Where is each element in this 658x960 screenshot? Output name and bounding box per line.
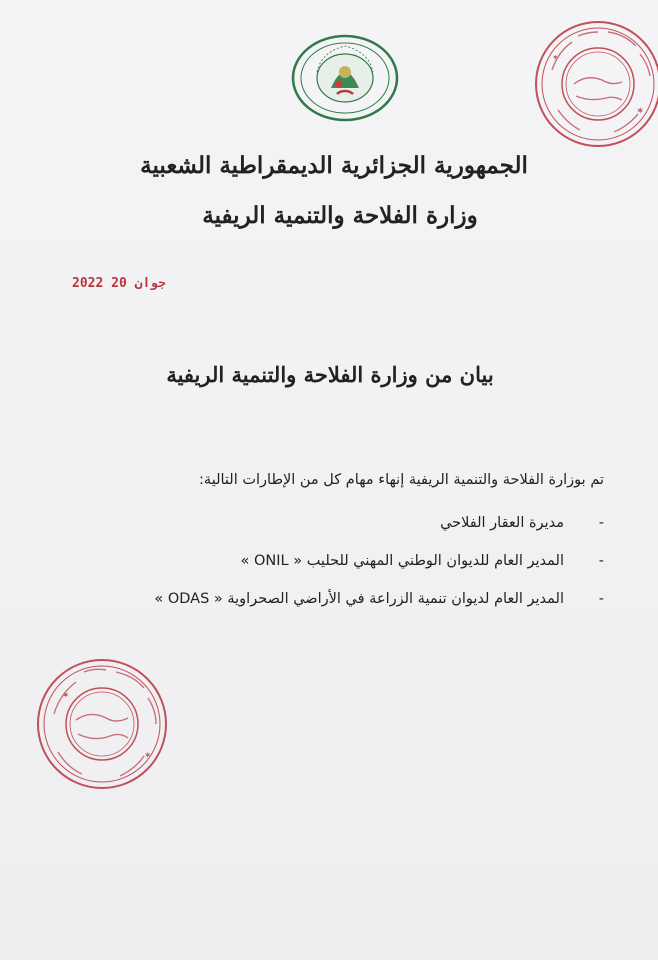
svg-text:✶: ✶ [144, 751, 152, 761]
algeria-emblem-seal [287, 32, 403, 124]
list-bullet: - [598, 553, 604, 569]
list-bullet: - [598, 591, 604, 607]
statement-intro: تم بوزارة الفلاحة والتنمية الريفية إنهاء مهام كل من الإطارات التالية: [199, 472, 604, 488]
dismissed-positions-list [84, 512, 604, 626]
svg-text:✶: ✶ [552, 53, 559, 62]
list-item [84, 588, 604, 626]
list-item-text: مديرة العقار الفلاحي [440, 515, 564, 531]
list-item-text: المدير العام للديوان الوطني المهني للحليب « ONIL » [240, 553, 564, 569]
official-round-stamp [32, 654, 172, 794]
country-name-header: الجمهورية الجزائرية الديمقراطية الشعبية [140, 152, 528, 179]
svg-text:✶: ✶ [62, 691, 70, 701]
list-item [84, 550, 604, 588]
date-stamp: 2022 جوان 20 [72, 276, 166, 291]
official-round-stamp [528, 14, 658, 154]
statement-title: بيان من وزارة الفلاحة والتنمية الريفية [166, 362, 494, 387]
ministry-name-header: وزارة الفلاحة والتنمية الريفية [202, 202, 478, 229]
svg-text:✶: ✶ [636, 106, 645, 117]
list-item [84, 512, 604, 550]
list-item-text: المدير العام لديوان تنمية الزراعة في الأراضي الصحراوية « ODAS » [154, 591, 564, 607]
list-bullet: - [598, 515, 604, 531]
